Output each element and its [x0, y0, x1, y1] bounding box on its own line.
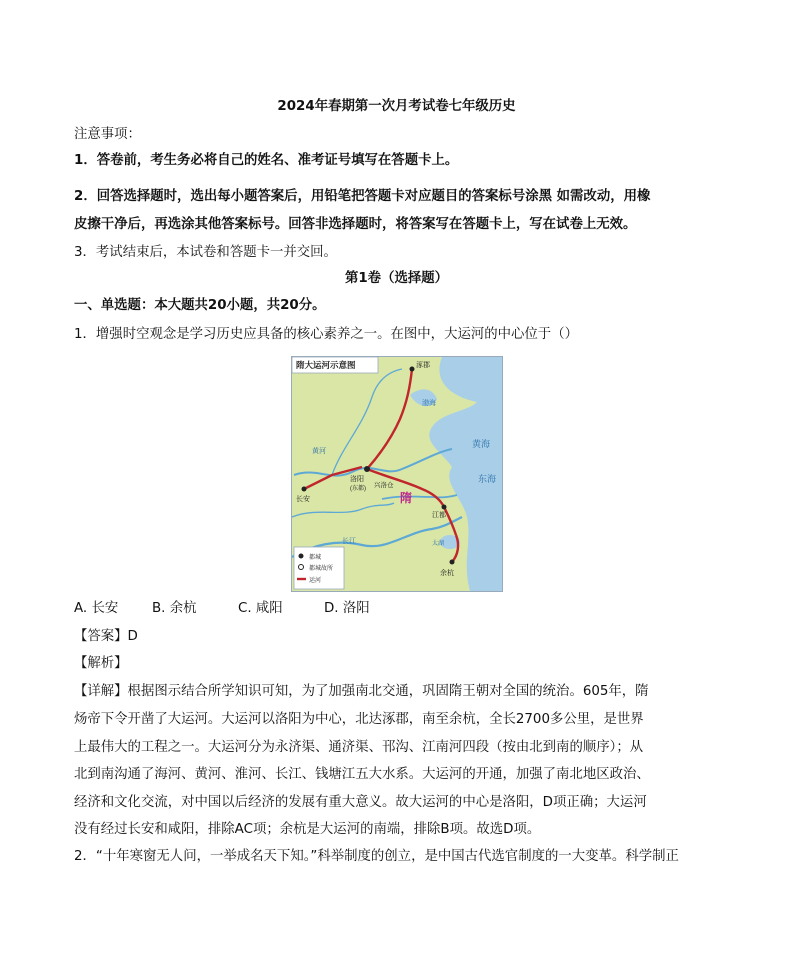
grand-canal-map [291, 356, 503, 592]
label-xingluocang: 兴洛仓 [374, 482, 394, 489]
section-part: 一、单选题：本大题共20小题，共20分。 [74, 298, 326, 313]
label-yuhang: 余杭 [440, 570, 454, 577]
changan-dot [302, 487, 307, 492]
zhuojun-dot [410, 367, 415, 372]
luoyang-dot [364, 466, 370, 472]
detail-line-4: 北到南沟通了海河、黄河、淮河、长江、钱塘江五大水系。大运河的开通，加强了南北地区政治、 [74, 767, 650, 782]
question-1-options [74, 600, 370, 618]
notice-label: 注意事项： [74, 127, 141, 142]
label-yellow-sea: 黄海 [472, 439, 491, 449]
detail-line-6: 没有经过长安和咸阳，排除AC项；余杭是大运河的南端，排除B项。故选D项。 [74, 822, 541, 837]
answer-line: 【答案】D [74, 629, 138, 644]
notice-2-cont: 皮擦干净后，再选涂其他答案标号。回答非选择题时，将答案写在答题卡上，写在试卷上无效。 [74, 217, 637, 232]
label-jiangdu: 江都 [432, 512, 446, 519]
detail-line-1: 【详解】根据图示结合所学知识可知，为了加强南北交通，巩固隋王朝对全国的统治。605年，隋 [74, 684, 649, 699]
map-svg [292, 357, 502, 591]
notice-3: 3．考试结束后，本试卷和答题卡一并交回。 [74, 245, 337, 260]
label-zhuojun: 涿郡 [416, 362, 430, 369]
label-east-sea: 东海 [478, 474, 497, 484]
yuhang-dot [450, 560, 455, 565]
detail-line-5: 经济和文化交流，对中国以后经济的发展有重大意义。故大运河的中心是洛阳，D项正确；大运河 [74, 795, 647, 810]
section-title: 第1卷（选择题） [344, 271, 449, 286]
label-changan: 长安 [296, 496, 310, 503]
legend-capital: 都城 [309, 555, 322, 561]
legend-canal: 运河 [309, 578, 322, 584]
label-tai-lake: 太湖 [432, 541, 445, 547]
option-c[interactable]: C. 咸阳 [238, 601, 283, 616]
label-yangtze-river: 长江 [342, 538, 356, 545]
detail-line-3: 上最伟大的工程之一。大运河分为永济渠、通济渠、邗沟、江南河四段（按由北到南的顺序）；从 [74, 740, 644, 755]
detail-line-2: 炀帝下令开凿了大运河。大运河以洛阳为中心，北达涿郡，南至余杭，全长2700多公里，是世界 [74, 712, 644, 727]
map-title: 隋大运河示意图 [296, 360, 356, 370]
label-yellow-river: 黄河 [312, 448, 326, 455]
option-a[interactable]: A. 长安 [74, 601, 119, 616]
option-b[interactable]: B. 余杭 [152, 601, 197, 616]
question-2-stem: 2．“十年寒窗无人问，一举成名天下知。”科举制度的创立，是中国古代选官制度的一大变革。科学制正 [74, 849, 679, 864]
label-luoyang: 洛阳 [350, 476, 364, 483]
label-bohai: 渤海 [422, 400, 436, 407]
label-dongdu: (东都) [350, 486, 366, 492]
notice-1: 1．答卷前，考生务必将自己的姓名、准考证号填写在答题卡上。 [74, 153, 459, 168]
legend-capital-dot [299, 554, 304, 559]
exam-title: 2024年春期第一次月考试卷七年级历史 [277, 99, 516, 114]
option-d[interactable]: D. 洛阳 [324, 601, 370, 616]
jiangdu-dot [442, 505, 447, 510]
question-1-stem: 1．增强时空观念是学习历史应具备的核心素养之一。在图中，大运河的中心位于（） [74, 327, 578, 342]
notice-2: 2．回答选择题时，选出每小题答案后，用铅笔把答题卡对应题目的答案标号涂黑 如需改动，用橡 [74, 189, 651, 204]
label-sui: 隋 [400, 491, 413, 505]
legend-old-capital: 都城故所 [309, 566, 334, 572]
analysis-label: 【解析】 [74, 656, 128, 671]
